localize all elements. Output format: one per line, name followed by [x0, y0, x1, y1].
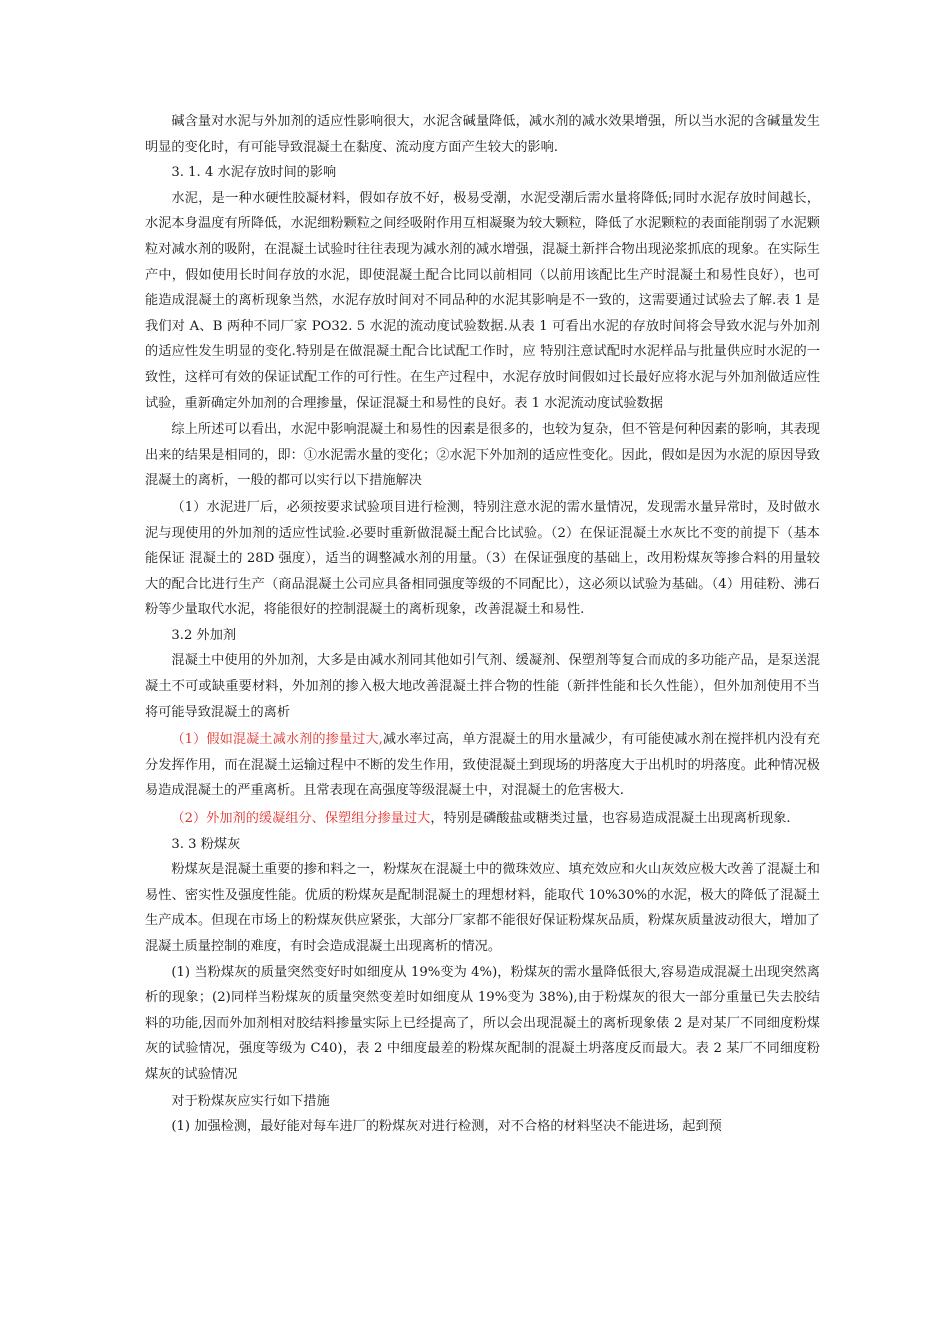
- paragraph-summary: 综上所述可以看出，水泥中影响混凝土和易性的因素是很多的，也较为复杂，但不管是何种因素的影响，其表现出来的结果是相同的，即：①水泥需水量的变化；②水泥下外加剂的适应性变化。因此，假如是因为水泥的原因导致混凝土的离析，一般的都可以实行以下措施解决: [145, 422, 820, 489]
- paragraph-text: 减水率过高，单方混凝土的用水量减少，有可能使减水剂在搅拌机内没有充分发挥作用，而在混凝土运输过程中不断的发生作用，致使混凝土到现场的坍落度大于出机时的坍落度。此种情况极易造成混凝土的严重离析。且常表现在高强度等级混凝土中，对混凝土的危害极大.: [145, 732, 820, 799]
- heading-admixture: 3.2 外加剂: [171, 627, 237, 643]
- heading-fly-ash: 3. 3 粉煤灰: [171, 836, 241, 852]
- paragraph-fly-ash-measures-intro: 对于粉煤灰应实行如下措施: [171, 1093, 330, 1109]
- paragraph-text: ，特别是磷酸盐或糖类过量，也容易造成混凝土出现离析现象.: [430, 811, 791, 827]
- paragraph-alkali-content: 碱含量对水泥与外加剂的适应性影响很大，水泥含碱量降低，减水剂的减水效果增强，所以当水泥的含碱量发生明显的变化时，有可能导致混凝土在黏度、流动度方面产生较大的影响.: [145, 114, 820, 155]
- highlight-text: （2）外加剂的缓凝组分、保塑组分掺量过大: [171, 811, 431, 827]
- paragraph-fly-ash-quality: (1) 当粉煤灰的质量突然变好时如细度从 19%变为 4%)，粉煤灰的需水量降低很大,容易造成混凝土出现突然离析的现象；(2)同样当粉煤灰的质量突然变差时如细度从 19%变为 38%),由于粉煤灰的很大一部分重量已失去胶结料的功能,因而外加剂相对胶结料掺量实际上已经提高了，所以会出现混凝土的离析现象俵 2 是对某厂不同细度粉煤灰的试验情况，强度等级为 C40)，表 2 中细度最差的粉煤灰配制的混凝土坍落度反而最大。表 2 某厂不同细度粉煤灰的试验情况: [145, 964, 820, 1082]
- paragraph-admixture: 混凝土中使用的外加剂，大多是由减水剂同其他如引气剂、缓凝剂、保塑剂等复合而成的多功能产品，是泵送混凝土不可或缺重要材料，外加剂的掺入极大地改善混凝土拌合物的性能（新拌性能和长久性能），但外加剂使用不当将可能导致混凝土的离析: [145, 653, 820, 720]
- paragraph-fly-ash-measure-1: (1) 加强检测，最好能对每车进厂的粉煤灰对进行检测，对不合格的材料坚决不能进场，起到预: [171, 1119, 722, 1135]
- heading-cement-storage: 3. 1. 4 水泥存放时间的影响: [171, 165, 337, 181]
- paragraph-admixture-item-1: [145, 727, 820, 804]
- paragraph-fly-ash: 粉煤灰是混凝土重要的掺和料之一，粉煤灰在混凝土中的微珠效应、填充效应和火山灰效应极大改善了混凝土和易性、密实性及强度性能。优质的粉煤灰是配制混凝土的理想材料，能取代 10%30%的水泥，极大的降低了混凝土生产成本。但现在市场上的粉煤灰供应紧张，大部分厂家都不能很好保证粉煤灰品质，粉煤灰质量波动很大，增加了混凝土质量控制的难度，有时会造成混凝土出现离析的情况。: [145, 862, 820, 954]
- paragraph-admixture-item-2: [145, 806, 820, 832]
- document-body: [145, 109, 820, 1140]
- paragraph-cement-storage: 水泥，是一种水硬性胶凝材料，假如存放不好，极易受潮，水泥受潮后需水量将降低;同时水泥存放时间越长，水泥本身温度有所降低，水泥细粉颗粒之间经吸附作用互相凝聚为较大颗粒，降低了水泥颗粒的表面能削弱了水泥颗粒对减水剂的吸附，在混凝土试验时往往表现为减水剂的减水增强，混凝土新拌合物出现泌浆抓底的现象。在实际生产中，假如使用长时间存放的水泥，即使混凝土配合比同以前相同（以前用该配比生产时混凝土和易性良好），也可能造成混凝土的离析现象当然，水泥存放时间对不同品种的水泥其影响是不一致的，这需要通过试验去了解.表 1 是我们对 A、B 两种不同厂家 PO32. 5 水泥的流动度试验数据.从表 1 可看出水泥的存放时间将会导致水泥与外加剂的适应性发生明显的变化.特别是在做混凝土配合比试配工作时，应 特别注意试配时水泥样品与批量供应时水泥的一致性，这样可有效的保证试配工作的可行性。在生产过程中，水泥存放时间假如过长最好应将水泥与外加剂做适应性试验，重新确定外加剂的合理掺量，保证混凝土和易性的良好。表 1 水泥流动度试验数据: [145, 190, 820, 411]
- paragraph-measures: （1）水泥进厂后，必须按要求试验项目进行检测，特别注意水泥的需水量情况，发现需水量异常时，及时做水泥与现使用的外加剂的适应性试验.必要时重新做混凝土配合比试验。（2）在保证混凝土水灰比不变的前提下（基本能保证 混凝土的 28D 强度），适当的调整减水剂的用量。（3）在保证强度的基础上，改用粉煤灰等掺合料的用量较大的配合比进行生产（商品混凝土公司应具备相同强度等级的不同配比），这必须以试验为基础。（4）用硅粉、沸石粉等少量取代水泥，将能很好的控制混凝土的离析现象，改善混凝土和易性.: [145, 499, 820, 618]
- highlight-text: （1）假如混凝土减水剂的掺量过大,: [171, 732, 383, 748]
